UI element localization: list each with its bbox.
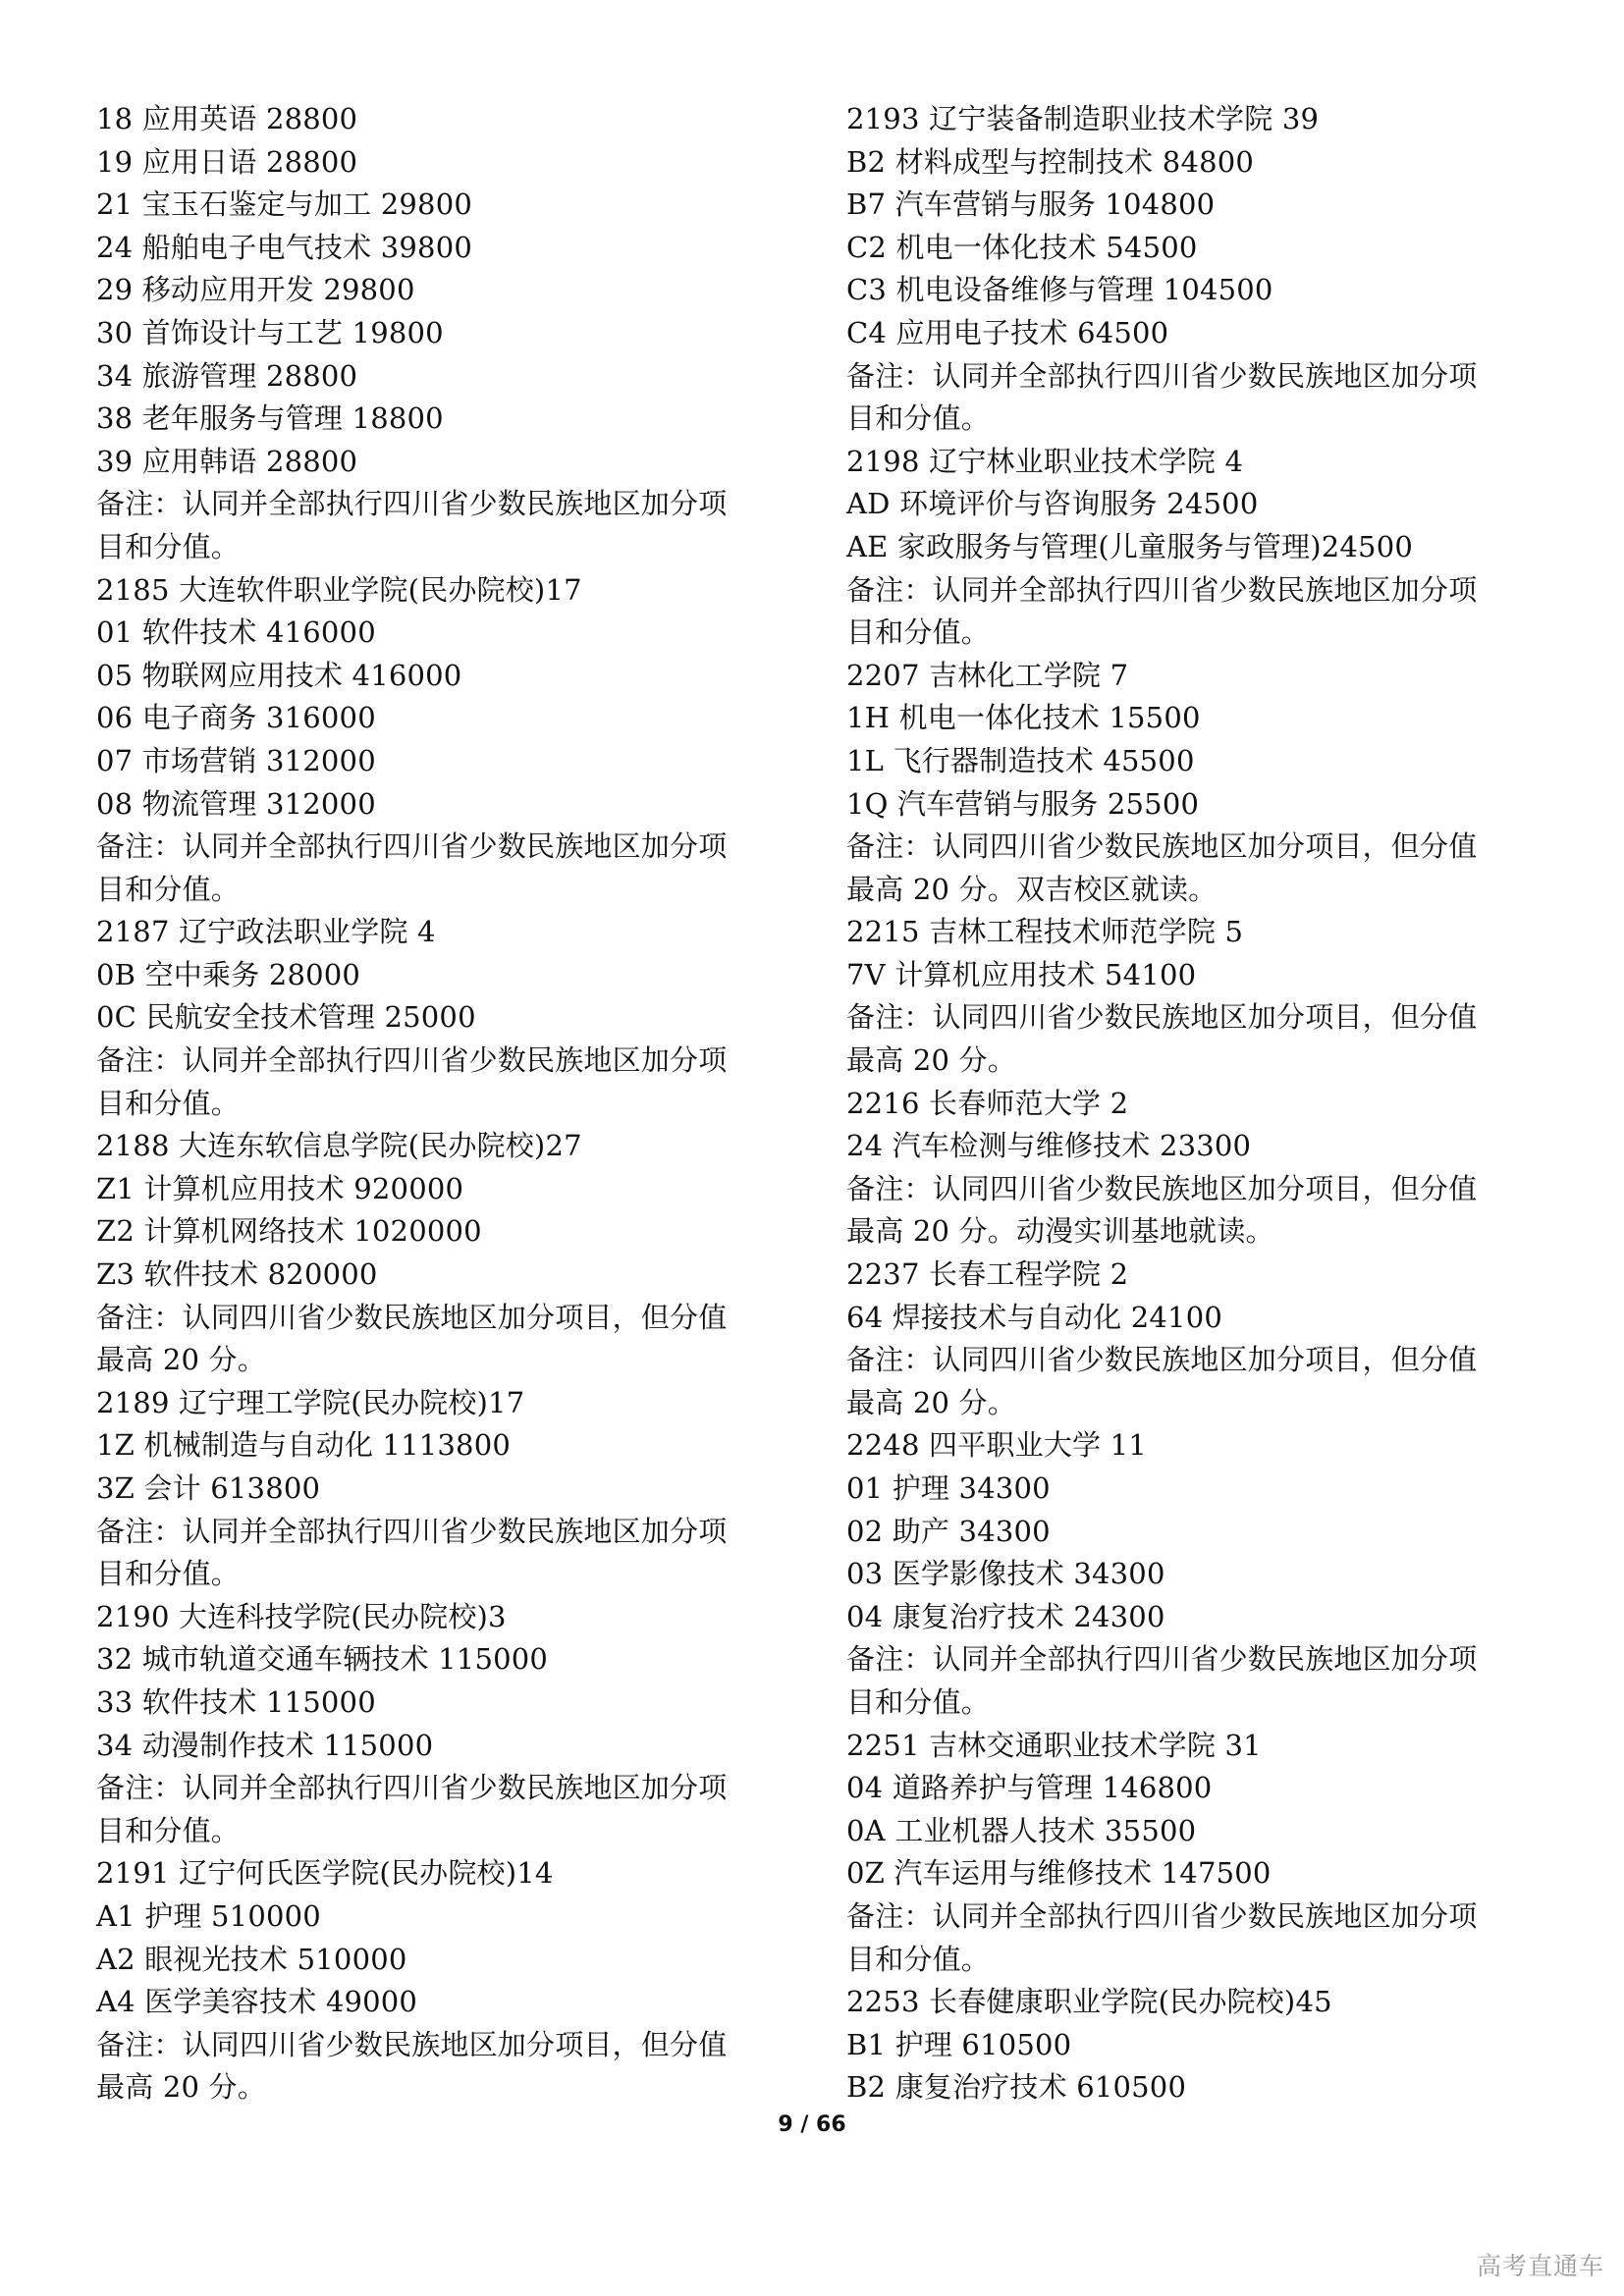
text-line: 目和分值。 xyxy=(846,1942,991,1976)
text-line: 1Q 汽车营销与服务 25500 xyxy=(846,786,1200,821)
text-line: 备注：认同四川省少数民族地区加分项目，但分值 xyxy=(846,1343,1478,1377)
text-line: 2193 辽宁装备制造职业技术学院 39 xyxy=(846,102,1320,135)
text-line: 目和分值。 xyxy=(96,1557,241,1591)
text-line: 06 电子商务 316000 xyxy=(96,701,376,735)
text-line: 1Z 机械制造与自动化 1113800 xyxy=(96,1428,511,1463)
text-line: 0B 空中乘务 28000 xyxy=(96,957,361,991)
text-line: 18 应用英语 28800 xyxy=(96,102,358,135)
text-line: 01 护理 34300 xyxy=(846,1471,1051,1505)
text-line: 2251 吉林交通职业技术学院 31 xyxy=(846,1728,1262,1762)
text-line: 备注：认同并全部执行四川省少数民族地区加分项 xyxy=(846,358,1478,393)
text-line: 2215 吉林工程技术师范学院 5 xyxy=(846,915,1244,949)
text-line: 29 移动应用开发 29800 xyxy=(96,273,415,307)
text-line: 备注：认同四川省少数民族地区加分项目，但分值 xyxy=(96,1300,728,1334)
left-column xyxy=(96,98,803,2109)
text-line: 最高 20 分。动漫实训基地就读。 xyxy=(846,1214,1274,1249)
page-number: 9 / 66 xyxy=(778,2112,846,2137)
text-line: Z1 计算机应用技术 920000 xyxy=(96,1171,464,1205)
text-line: 21 宝玉石鉴定与加工 29800 xyxy=(96,187,472,222)
text-line: 2248 四平职业大学 11 xyxy=(846,1428,1147,1463)
text-line: 2237 长春工程学院 2 xyxy=(846,1257,1129,1292)
text-line: 备注：认同四川省少数民族地区加分项目，但分值 xyxy=(96,2027,728,2061)
text-line: Z2 计算机网络技术 1020000 xyxy=(96,1214,482,1249)
text-line: 2188 大连东软信息学院(民办院校)27 xyxy=(96,1129,582,1163)
text-line: 19 应用日语 28800 xyxy=(96,144,358,179)
text-line: 07 市场营销 312000 xyxy=(96,743,376,777)
text-line: 03 医学影像技术 34300 xyxy=(846,1557,1165,1591)
text-line: 2190 大连科技学院(民办院校)3 xyxy=(96,1599,507,1633)
text-line: 7V 计算机应用技术 54100 xyxy=(846,957,1197,991)
text-line: 33 软件技术 115000 xyxy=(96,1684,376,1719)
text-line: A4 医学美容技术 49000 xyxy=(96,1985,418,2019)
text-line: B2 材料成型与控制技术 84800 xyxy=(846,144,1255,179)
text-line: AE 家政服务与管理(儿童服务与管理)24500 xyxy=(846,529,1414,563)
right-column xyxy=(846,98,1553,2109)
text-line: 目和分值。 xyxy=(96,872,241,906)
text-line: 3Z 会计 613800 xyxy=(96,1471,321,1505)
text-line: 0C 民航安全技术管理 25000 xyxy=(96,1000,476,1035)
text-line: A2 眼视光技术 510000 xyxy=(96,1942,407,1976)
text-line: 最高 20 分。 xyxy=(846,1043,1016,1078)
text-line: 01 软件技术 416000 xyxy=(96,615,376,650)
text-line: 备注：认同并全部执行四川省少数民族地区加分项 xyxy=(846,1642,1478,1677)
text-line: 1L 飞行器制造技术 45500 xyxy=(846,743,1195,777)
text-line: 2253 长春健康职业学院(民办院校)45 xyxy=(846,1985,1332,2019)
text-line: 目和分值。 xyxy=(96,1086,241,1120)
text-line: 备注：认同并全部执行四川省少数民族地区加分项 xyxy=(96,829,728,864)
text-line: 备注：认同并全部执行四川省少数民族地区加分项 xyxy=(96,487,728,521)
text-line: 34 动漫制作技术 115000 xyxy=(96,1728,434,1762)
text-line: 02 助产 34300 xyxy=(846,1514,1051,1548)
text-line: 34 旅游管理 28800 xyxy=(96,358,358,393)
text-line: 0Z 汽车运用与维修技术 147500 xyxy=(846,1856,1272,1891)
text-line: 备注：认同四川省少数民族地区加分项目，但分值 xyxy=(846,1171,1478,1205)
text-line: 最高 20 分。 xyxy=(96,1343,266,1377)
text-line: 08 物流管理 312000 xyxy=(96,786,376,821)
text-line: C4 应用电子技术 64500 xyxy=(846,315,1169,349)
text-line: 最高 20 分。 xyxy=(846,1385,1016,1419)
text-line: 备注：认同并全部执行四川省少数民族地区加分项 xyxy=(96,1043,728,1078)
text-line: 2189 辽宁理工学院(民办院校)17 xyxy=(96,1385,525,1419)
text-line: AD 环境评价与咨询服务 24500 xyxy=(846,487,1259,521)
text-line: 05 物联网应用技术 416000 xyxy=(96,658,462,692)
text-line: 最高 20 分。双吉校区就读。 xyxy=(846,872,1218,906)
text-line: 备注：认同并全部执行四川省少数民族地区加分项 xyxy=(846,1898,1478,1933)
text-line: 备注：认同四川省少数民族地区加分项目，但分值 xyxy=(846,1000,1478,1035)
text-line: 目和分值。 xyxy=(846,1684,991,1719)
text-line: A1 护理 510000 xyxy=(96,1898,321,1933)
text-line: 最高 20 分。 xyxy=(96,2070,266,2105)
text-line: 备注：认同四川省少数民族地区加分项目，但分值 xyxy=(846,829,1478,864)
text-line: 24 汽车检测与维修技术 23300 xyxy=(846,1129,1252,1163)
text-line: 目和分值。 xyxy=(846,615,991,650)
text-line: 64 焊接技术与自动化 24100 xyxy=(846,1300,1222,1334)
text-line: 2187 辽宁政法职业学院 4 xyxy=(96,915,436,949)
text-line: 38 老年服务与管理 18800 xyxy=(96,401,444,436)
text-line: 2185 大连软件职业学院(民办院校)17 xyxy=(96,572,582,607)
text-line: 2216 长春师范大学 2 xyxy=(846,1086,1129,1120)
text-line: 1H 机电一体化技术 15500 xyxy=(846,701,1201,735)
text-line: 2198 辽宁林业职业技术学院 4 xyxy=(846,444,1244,478)
text-line: 39 应用韩语 28800 xyxy=(96,444,358,478)
text-line: 0A 工业机器人技术 35500 xyxy=(846,1813,1197,1847)
text-line: 2207 吉林化工学院 7 xyxy=(846,658,1129,692)
text-line: 备注：认同并全部执行四川省少数民族地区加分项 xyxy=(846,572,1478,607)
text-line: 24 船舶电子电气技术 39800 xyxy=(96,230,472,264)
text-line: B7 汽车营销与服务 104800 xyxy=(846,187,1216,222)
text-line: Z3 软件技术 820000 xyxy=(96,1257,378,1292)
text-line: 备注：认同并全部执行四川省少数民族地区加分项 xyxy=(96,1514,728,1548)
text-line: 04 康复治疗技术 24300 xyxy=(846,1599,1165,1633)
text-line: 目和分值。 xyxy=(96,1813,241,1847)
text-line: C2 机电一体化技术 54500 xyxy=(846,230,1198,264)
text-line: C3 机电设备维修与管理 104500 xyxy=(846,273,1273,307)
text-line: 目和分值。 xyxy=(96,529,241,563)
text-line: B1 护理 610500 xyxy=(846,2027,1072,2061)
text-line: 30 首饰设计与工艺 19800 xyxy=(96,315,444,349)
watermark-text: 高考直通车 xyxy=(1476,2252,1604,2280)
text-line: 目和分值。 xyxy=(846,401,991,436)
text-line: B2 康复治疗技术 610500 xyxy=(846,2070,1187,2105)
text-line: 32 城市轨道交通车辆技术 115000 xyxy=(96,1642,549,1677)
text-line: 2191 辽宁何氏医学院(民办院校)14 xyxy=(96,1856,554,1891)
text-line: 04 道路养护与管理 146800 xyxy=(846,1771,1213,1805)
text-line: 备注：认同并全部执行四川省少数民族地区加分项 xyxy=(96,1771,728,1805)
